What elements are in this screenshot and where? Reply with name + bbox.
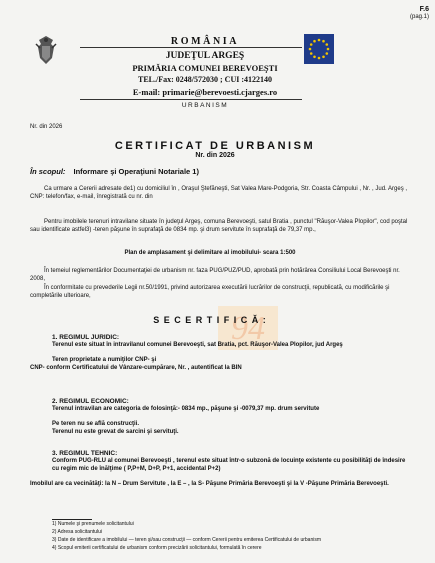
- footnotes: [52, 521, 422, 552]
- header-country: ROMÂNIA: [170, 36, 240, 47]
- section-1-line-1: Terenul este situat în intravilanul comunei Berevoeşti, sat Bratia, pct. Răuşor-Valea Plopilor, jud Argeş: [52, 342, 343, 348]
- reference-number: Nr. din 2026: [30, 124, 63, 130]
- footnote-4: 4) Scopul emiterii certificatului de urbanism conform precizării solicitantului, formulată în cerere: [52, 545, 262, 552]
- eu-star: [322, 40, 325, 43]
- eu-star: [310, 43, 313, 46]
- paragraph-law: În conformitate cu prevederile Legii nr.50/1991, privind autorizarea executării lucrărilor de construcţii, republicată, cu modificările şi completările ulterioare,: [30, 285, 390, 299]
- paragraph-request: Ca urmare a Cererii adresate de1) cu domiciliul în , Oraşul Ştefăneşti, Sat Valea Mare-Podgoria, Str. Coasta Câmpului , Nr. , Jud. Argeş , CNP: telefon/fax, e-mail, înregistrată cu nr. din: [30, 186, 408, 200]
- eu-star: [310, 52, 313, 55]
- certifies-heading: S E C E R T I F I C Ă :: [153, 315, 267, 325]
- paragraph-urban-doc: În temeiul reglementărilor Documentaţiei de urbanism nr. faza PUG/PUZ/PUD, aprobată prin hotărârea Consiliului Local Berevoeşti nr. 2008,: [30, 268, 400, 282]
- footnote-3: 3) Date de identificare a imobilului — teren şi/sau construcţii — conform Cererii pentru emiterea Certificatului de urbanism: [52, 537, 322, 544]
- header-divider-bottom: [80, 99, 302, 100]
- section-1-line-3: CNP- conform Certificatului de Vânzare-cumpărare, Nr. , autentificat la BIN: [30, 365, 242, 371]
- section-2-title: 2. REGIMUL ECONOMIC:: [52, 398, 129, 405]
- form-code: F.6: [419, 6, 429, 13]
- eu-star: [318, 57, 321, 60]
- eu-star: [313, 40, 316, 43]
- document-title: CERTIFICAT DE URBANISM: [114, 140, 316, 152]
- section-3-title: 3. REGIMUL TEHNIC:: [52, 450, 118, 457]
- header-county: JUDEŢUL ARGEŞ: [165, 51, 245, 61]
- header-contact: TEL./Fax: 0248/572030 ; CUI :4122140: [138, 75, 272, 84]
- eu-star: [318, 39, 321, 42]
- plan-line: Plan de amplasament şi delimitare al imobilului- scara 1:500: [124, 250, 296, 256]
- footnote-divider: [52, 519, 92, 520]
- scope-label: În scopul:: [30, 167, 66, 176]
- eu-star: [309, 48, 312, 51]
- header-email: E-mail: primarie@berevoesti.cjarges.ro: [132, 87, 278, 97]
- section-3-line-2: Imobilul are ca vecinătăţi: la N – Drum Servitute , la E – , la S- Păşune Primăria Berevoeşti şi la V -Păşune Primăria Berevoeşti.: [30, 481, 389, 487]
- section-2-line-1: Terenul intravilan are categoria de folosinţă:- 0834 mp., păşune şi -0079,37 mp. drum servitute: [52, 406, 320, 412]
- paragraph-property: Pentru imobilele terenuri intravilane situate în judeţul Argeş, comuna Berevoeşti, satul Bratia , punctul "Răuşor-Valea Plopilor", cod poştal sau identificate astfel3) -teren păşune în suprafaţă de 0834 mp. şi drum servitute în suprafaţă de 79,37 mp.,: [30, 219, 408, 233]
- section-2-line-2: Pe teren nu se află construcţii.: [52, 421, 140, 427]
- eu-star: [322, 55, 325, 58]
- scope-value: Informare şi Operaţiuni Notariale 1): [73, 167, 199, 176]
- watermark-number: 94: [231, 310, 265, 347]
- footnote-2: 2) Adresa solicitantului: [52, 529, 103, 536]
- section-2-line-3: Terenul nu este grevat de sarcini şi servituţi.: [52, 429, 179, 435]
- section-3-line-1: Conform PUG-RLU al comunei Berevoeşti , terenul este situat într-o subzonă de locuinţe existente cu posibilităţi de îndesire cu regim mic de înălţime ( P,P+M, D+P, P+1, accidental P+2): [52, 458, 406, 472]
- eu-star: [325, 52, 328, 55]
- eu-star: [327, 48, 330, 51]
- header-town-hall: PRIMĂRIA COMUNEI BEREVOEŞTI: [132, 63, 278, 73]
- footnote-1: 1) Numele şi prenumele solicitantului: [52, 521, 134, 527]
- header-department: URBANISM: [181, 102, 229, 109]
- scope-line: [30, 167, 410, 176]
- header-divider-top: [80, 47, 302, 48]
- section-1-line-2: Teren proprietate a numiţilor CNP- şi: [52, 357, 157, 363]
- romania-coat-of-arms-icon: [30, 34, 62, 66]
- section-1-title: 1. REGIMUL JURIDIC:: [52, 334, 120, 341]
- eu-star: [325, 43, 328, 46]
- form-page: (pag.1): [409, 14, 429, 20]
- document-number: Nr. din 2026: [195, 152, 235, 159]
- eu-star: [313, 55, 316, 58]
